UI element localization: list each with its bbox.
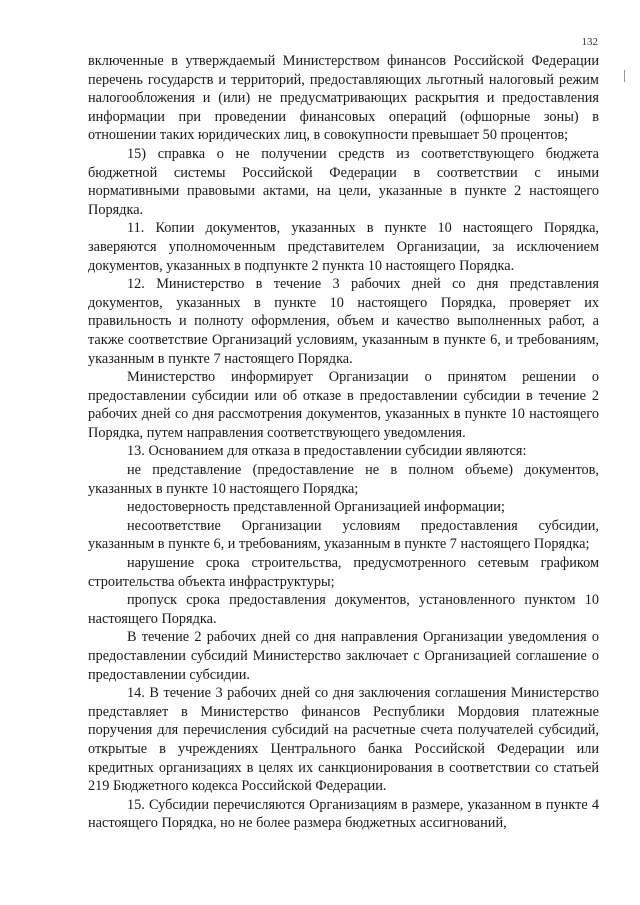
paragraph-section-15: 15. Субсидии перечисляются Организациям в размере, указанном в пункте 4 настоящего Порядка, но не более размера бюджетных ассигнований, [88,796,599,832]
paragraph-refusal-reason-5: пропуск срока предоставления документов, установленного пунктом 10 настоящего Порядка. [88,592,599,627]
paragraph-section-13: 13. Основанием для отказа в предоставлении субсидии являются: [127,443,527,460]
page-number: 132 [581,36,598,48]
paragraph-refusal-reason-4: нарушение срока строительства, предусмотренного сетевым графиком строительства объекта инфраструктуры; [88,555,599,590]
paragraph-refusal-reason-2: недостоверность представленной Организацией информации; [127,499,505,516]
paragraph-refusal-reason-1: не представление (предоставление не в полном объеме) документов, указанных в пункте 10 настоящего Порядка; [88,462,599,497]
paragraph-ministry-informs: Министерство информирует Организации о принятом решении о предоставлении субсидии или об отказе в предоставлении субсидии в течение 2 рабочих дней со дня рассмотрения документов, указанных в пункте 10 настоящего Порядка, путем направления соответствующего уведомления. [88,369,599,441]
margin-mark [624,70,625,82]
paragraph-section-14: 14. В течение 3 рабочих дней со дня заключения соглашения Министерство представляет в Министерство финансов Республики Мордовия платежные поручения для перечисления субсидий на расчетные счета получателей субсидий, открытые в учреждениях Центрального банка Российской Федерации или кредитных организациях в целях их санкционирования в соответствии со статьей 219 Бюджетного кодекса Российской Федерации. [88,685,599,795]
paragraph-refusal-reason-3: несоответствие Организации условиям предоставления субсидии, указанным в пункте 6, и требованиям, указанным в пункте 7 настоящего Порядка; [88,517,599,553]
paragraph-item-15: 15) справка о не получении средств из соответствующего бюджета бюджетной системы Российской Федерации в соответствии с иными нормативными правовыми актами, на цели, указанные в пункте 2 настоящего Порядка. [88,145,599,218]
paragraph-section-12: 12. Министерство в течение 3 рабочих дней со дня представления документов, указанных в пункте 10 настоящего Порядка, проверяет их правильность и полноту оформления, объем и качество выполненных работ, а также соответствие Организаций условиям, указанным в пункте 6, и требованиям, указанным в пункте 7 настоящего Порядка. [88,276,599,367]
paragraph-continuation: включенные в утверждаемый Министерством финансов Российской Федерации перечень государств и территорий, предоставляющих льготный налоговый режим налогообложения и (или) не предусматривающих раскрытия и предоставления информации при проведении финансовых операций (офшорные зоны) в отношении таких юридических лиц, в совокупности превышает 50 процентов; [88,53,599,144]
document-body [88,52,599,833]
paragraph-section-11: 11. Копии документов, указанных в пункте 10 настоящего Порядка, заверяются уполномоченным представителем Организации, за исключением документов, указанных в подпункте 2 пункта 10 настоящего Порядка. [88,220,599,274]
paragraph-agreement: В течение 2 рабочих дней со дня направления Организации уведомления о предоставлении субсидий Министерство заключает с Организацией соглашение о предоставлении субсидии. [88,629,599,683]
